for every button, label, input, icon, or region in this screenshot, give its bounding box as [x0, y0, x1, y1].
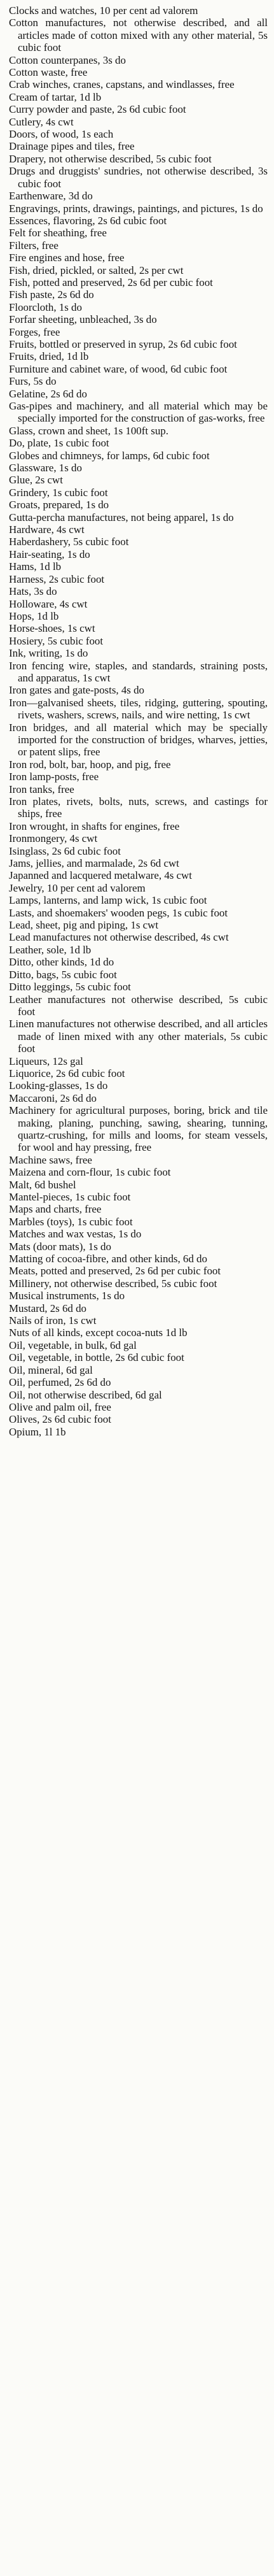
tariff-entry: Musical instruments, 1s do	[9, 1290, 125, 1302]
tariff-entry: Horse-shoes, 1s cwt	[9, 622, 95, 635]
tariff-entry: Mustard, 2s 6d do	[9, 1302, 86, 1314]
tariff-entry: Cotton manufactures, not otherwise described, and all articles made of cotton mixed with any other material, 5s cubic foot	[9, 17, 268, 54]
tariff-entry: Ink, writing, 1s do	[9, 647, 88, 660]
tariff-entry: Furs, 5s do	[9, 375, 57, 388]
tariff-entry: Marbles (toys), 1s cubic foot	[9, 1215, 133, 1228]
tariff-entry: Millinery, not otherwise described, 5s cubic foot	[9, 1277, 217, 1290]
tariff-entry: Maps and charts, free	[9, 1203, 102, 1216]
tariff-entry: Lead, sheet, pig and piping, 1s cwt	[9, 919, 159, 932]
tariff-entry: Cotton waste, free	[9, 66, 88, 79]
tariff-entry: Glue, 2s cwt	[9, 474, 63, 487]
tariff-entry: Earthenware, 3d do	[9, 190, 93, 203]
tariff-entry: Oil, not otherwise described, 6d gal	[9, 1388, 162, 1401]
tariff-entry: Doors, of wood, 1s each	[9, 128, 114, 141]
tariff-entry: Machinery for agricultural purposes, boring, brick and tile making, planing, punching, sawing, shearing, tunning, quartz-crushing, for mills and looms, for steam vessels, for wool and hay pressing, free	[9, 1104, 268, 1154]
tariff-entry: Lasts, and shoemakers' wooden pegs, 1s cubic foot	[9, 906, 228, 919]
tariff-entry: Hams, 1d lb	[9, 560, 62, 573]
tariff-entry: Essences, flavoring, 2s 6d cubic foot	[9, 214, 167, 227]
tariff-entry: Iron plates, rivets, bolts, nuts, screws, and castings for ships, free	[9, 795, 268, 820]
tariff-entry: Fish paste, 2s 6d do	[9, 288, 94, 301]
tariff-entry: Glass, crown and sheet, 1s 100ft sup.	[9, 424, 168, 437]
tariff-entry: Forges, free	[9, 325, 60, 338]
tariff-entry: Clocks and watches, 10 per cent ad valorem	[9, 4, 198, 17]
tariff-entry: Hops, 1d lb	[9, 609, 59, 622]
tariff-entry: Ditto leggings, 5s cubic foot	[9, 981, 131, 993]
tariff-entry: Oil, vegetable, in bottle, 2s 6d cubic foot	[9, 1351, 184, 1364]
tariff-entry: Liqueurs, 12s gal	[9, 1055, 83, 1067]
tariff-entry: Fish, potted and preserved, 2s 6d per cubic foot	[9, 276, 213, 288]
tariff-entry: Gas-pipes and machinery, and all material which may be specially imported for the construction of gas-works, free	[9, 400, 268, 425]
tariff-entry: Iron tanks, free	[9, 783, 74, 795]
tariff-entry: Cutlery, 4s cwt	[9, 115, 74, 128]
tariff-entry: Meats, potted and preserved, 2s 6d per cubic foot	[9, 1265, 221, 1277]
tariff-entry: Iron fencing wire, staples, and standards, straining posts, and apparatus, 1s cwt	[9, 659, 268, 684]
tariff-entry: Ditto, bags, 5s cubic foot	[9, 968, 117, 981]
tariff-entry: Linen manufactures not otherwise described, and all articles made of linen mixed with any other materials, 5s cubic foot	[9, 1018, 268, 1055]
tariff-entry: Leather, sole, 1d lb	[9, 943, 92, 956]
tariff-entry: Oil, perfumed, 2s 6d do	[9, 1376, 111, 1389]
tariff-entry: Olive and palm oil, free	[9, 1400, 111, 1413]
tariff-entry: Groats, prepared, 1s do	[9, 499, 109, 511]
tariff-entry: Forfar sheeting, unbleached, 3s do	[9, 313, 157, 326]
tariff-entry: Gutta-percha manufactures, not being apparel, 1s do	[9, 511, 234, 523]
tariff-entry: Iron bridges, and all material which may be specially imported for the construction of bridges, wharves, jetties, or patent slips, free	[9, 721, 268, 758]
tariff-entry: Isinglass, 2s 6d cubic foot	[9, 844, 121, 857]
tariff-entry: Oil, vegetable, in bulk, 6d gal	[9, 1339, 137, 1351]
tariff-entry: Iron lamp-posts, free	[9, 771, 99, 783]
tariff-entry: Cream of tartar, 1d lb	[9, 90, 102, 103]
tariff-entry: Globes and chimneys, for lamps, 6d cubic foot	[9, 449, 210, 462]
tariff-entry: Floorcloth, 1s do	[9, 301, 82, 313]
tariff-entry: Felt for sheathing, free	[9, 227, 107, 239]
tariff-entry: Haberdashery, 5s cubic foot	[9, 536, 129, 548]
tariff-entry: Fish, dried, pickled, or salted, 2s per cwt	[9, 264, 184, 276]
tariff-entry: Crab winches, cranes, capstans, and windlasses, free	[9, 78, 235, 91]
tariff-entry: Lamps, lanterns, and lamp wick, 1s cubic foot	[9, 894, 207, 907]
tariff-entry: Opium, 1l 1b	[9, 1425, 66, 1438]
tariff-entry: Cotton counterpanes, 3s do	[9, 53, 126, 66]
tariff-entry: Malt, 6d bushel	[9, 1178, 76, 1191]
tariff-entry: Liquorice, 2s 6d cubic foot	[9, 1067, 125, 1079]
tariff-entry: Jewelry, 10 per cent ad valorem	[9, 881, 146, 894]
tariff-entry: Glassware, 1s do	[9, 462, 82, 474]
tariff-entry: Gelatine, 2s 6d do	[9, 387, 87, 400]
tariff-entry: Furniture and cabinet ware, of wood, 6d cubic foot	[9, 362, 228, 375]
tariff-entry: Fruits, dried, 1d lb	[9, 350, 89, 363]
tariff-entry: Iron gates and gate-posts, 4s do	[9, 684, 144, 697]
tariff-entry: Harness, 2s cubic foot	[9, 573, 105, 585]
tariff-entry: Nails of iron, 1s cwt	[9, 1314, 97, 1327]
tariff-entry: Jams, jellies, and marmalade, 2s 6d cwt	[9, 857, 179, 870]
tariff-entry: Olives, 2s 6d cubic foot	[9, 1413, 111, 1426]
tariff-entry: Drainage pipes and tiles, free	[9, 140, 135, 153]
tariff-entry: Maccaroni, 2s 6d do	[9, 1092, 97, 1104]
tariff-entry: Filters, free	[9, 239, 58, 252]
tariff-entry: Maizena and corn-flour, 1s cubic foot	[9, 1166, 171, 1179]
tariff-entry: Ironmongery, 4s cwt	[9, 832, 98, 845]
tariff-entry: Do, plate, 1s cubic foot	[9, 437, 109, 450]
tariff-entry: Looking-glasses, 1s do	[9, 1079, 108, 1092]
tariff-entry: Machine saws, free	[9, 1153, 92, 1166]
tariff-entry: Hardware, 4s cwt	[9, 523, 85, 536]
tariff-entry: Matches and wax vestas, 1s do	[9, 1228, 142, 1241]
tariff-entry: Holloware, 4s cwt	[9, 597, 88, 610]
tariff-entry: Hosiery, 5s cubic foot	[9, 634, 104, 647]
tariff-entry: Lead manufactures not otherwise described, 4s cwt	[9, 931, 229, 944]
tariff-entry: Engravings, prints, drawings, paintings, and pictures, 1s do	[9, 202, 263, 215]
tariff-entry: Hair-seating, 1s do	[9, 548, 90, 560]
tariff-entry: Matting of cocoa-fibre, and other kinds, 6d do	[9, 1253, 207, 1265]
tariff-entry: Fruits, bottled or preserved in syrup, 2s 6d cubic foot	[9, 338, 237, 350]
tariff-entry: Leather manufactures not otherwise described, 5s cubic foot	[9, 993, 268, 1018]
tariff-entry: Oil, mineral, 6d gal	[9, 1363, 93, 1376]
tariff-entry: Grindery, 1s cubic foot	[9, 486, 108, 499]
tariff-entry: Drugs and druggists' sundries, not otherwise described, 3s cubic foot	[9, 165, 268, 190]
tariff-entry: Hats, 3s do	[9, 585, 57, 598]
tariff-entry: Ditto, other kinds, 1d do	[9, 956, 114, 969]
tariff-entry: Curry powder and paste, 2s 6d cubic foot	[9, 103, 186, 116]
tariff-entry: Iron—galvanised sheets, tiles, ridging, guttering, spouting, rivets, washers, screws, nails, and wire netting, 1s cwt	[9, 696, 268, 722]
tariff-entry: Nuts of all kinds, except cocoa-nuts 1d lb	[9, 1327, 188, 1339]
tariff-entry: Iron wrought, in shafts for engines, free	[9, 820, 180, 832]
tariff-entry: Drapery, not otherwise described, 5s cubic foot	[9, 152, 212, 165]
tariff-entry: Mats (door mats), 1s do	[9, 1240, 111, 1253]
tariff-entry: Iron rod, bolt, bar, hoop, and pig, free	[9, 758, 171, 771]
tariff-entry: Japanned and lacquered metalware, 4s cwt	[9, 869, 192, 882]
tariff-entry: Mantel-pieces, 1s cubic foot	[9, 1191, 131, 1203]
tariff-entry: Fire engines and hose, free	[9, 252, 125, 264]
